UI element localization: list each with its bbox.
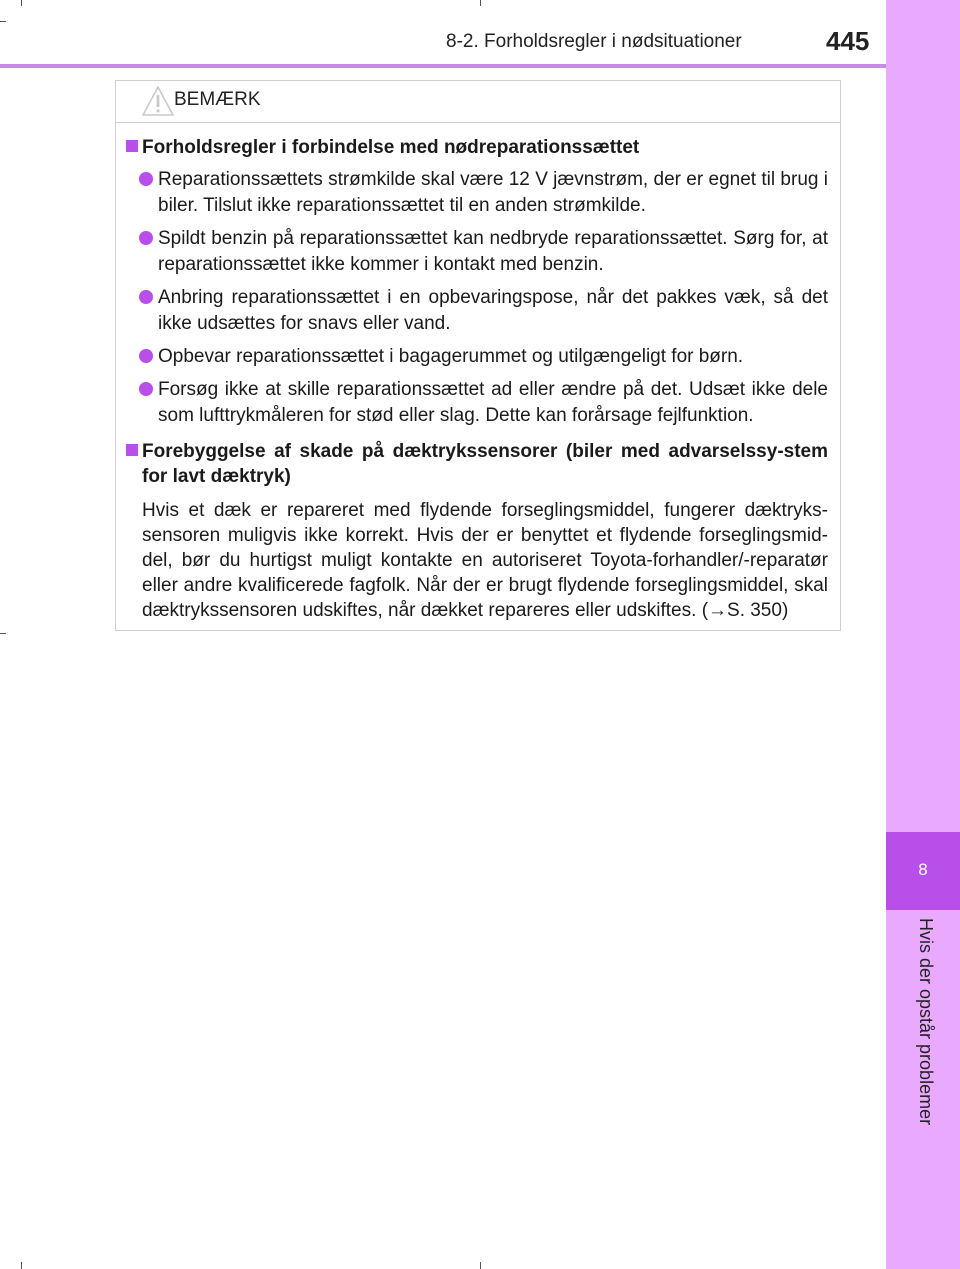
chapter-title: Hvis der opstår problemer (916, 918, 936, 1126)
list-item-text: Forsøg ikke at skille reparationssættet ad eller ændre på det. Udsæt ikke dele som lufttrykmåleren for stød eller slag. Dette kan forårsage fejlfunktion. (158, 379, 828, 426)
crop-mark (0, 633, 6, 634)
list-item (126, 285, 828, 337)
chapter-number: 8 (918, 860, 928, 879)
notice-title: BEMÆRK (174, 89, 261, 110)
crop-mark (21, 1262, 22, 1269)
page-reference-link[interactable]: (→S. 350) (701, 600, 789, 621)
list-item-text: Spildt benzin på reparationssættet kan nedbryde reparationssættet. Sørg for, at reparationssættet ikke kommer i kontakt med benzin. (158, 228, 828, 275)
list-item (126, 226, 828, 278)
section-title: 8-2. Forholdsregler i nødsituationer (446, 31, 742, 52)
section-heading-text: Forebyggelse af skade på dæktrykssensorer (biler med advarselssy-stem for lavt dæktryk) (142, 441, 828, 487)
section-heading (126, 439, 828, 489)
list-item-text: Opbevar reparationssættet i bagagerummet og utilgængeligt for børn. (158, 346, 744, 367)
round-bullet-icon (139, 290, 153, 304)
page-number: 445 (826, 26, 870, 56)
section-heading (126, 135, 828, 160)
section-heading-text: Forholdsregler i forbindelse med nødreparationssættet (142, 137, 640, 158)
list-item (126, 344, 828, 370)
round-bullet-icon (139, 382, 153, 396)
round-bullet-icon (139, 172, 153, 186)
notice-box (115, 80, 841, 631)
warning-triangle-icon (141, 85, 175, 117)
list-item (126, 377, 828, 429)
notice-section (126, 135, 828, 429)
square-bullet-icon (126, 444, 138, 456)
round-bullet-icon (139, 231, 153, 245)
square-bullet-icon (126, 140, 138, 152)
crop-mark (21, 0, 22, 6)
crop-mark (0, 21, 6, 22)
crop-mark (480, 0, 481, 6)
list-item-text: Anbring reparationssættet i en opbevaringspose, når det pakkes væk, så det ikke udsættes for snavs eller vand. (158, 287, 828, 334)
list-item (126, 167, 828, 219)
crop-mark (480, 1262, 481, 1269)
notice-section (126, 439, 828, 623)
round-bullet-icon (139, 349, 153, 363)
list-item-text: Reparationssættets strømkilde skal være 12 V jævnstrøm, der er egnet til brug i biler. Tilslut ikke reparationssættet til en anden strømkilde. (158, 169, 828, 216)
header-divider (0, 64, 886, 68)
section-paragraph (126, 498, 828, 623)
notice-body (116, 135, 840, 623)
notice-header (116, 81, 840, 123)
paragraph-text: Hvis et dæk er repareret med flydende forseglingsmiddel, fungerer dæktryks-sensoren muligvis ikke korrekt. Hvis der er benyttet et flydende forseglingsmid-del, bør du hurtigst muligt kontakte en autoriseret Toyota-forhandler/-reparatør eller andre kvalificerede fagfolk. Når der er brugt flydende forseglingsmiddel, skal dæktrykssensoren udskiftes, når dækket repareres eller udskiftes. (142, 500, 828, 621)
chapter-tab (886, 832, 960, 910)
